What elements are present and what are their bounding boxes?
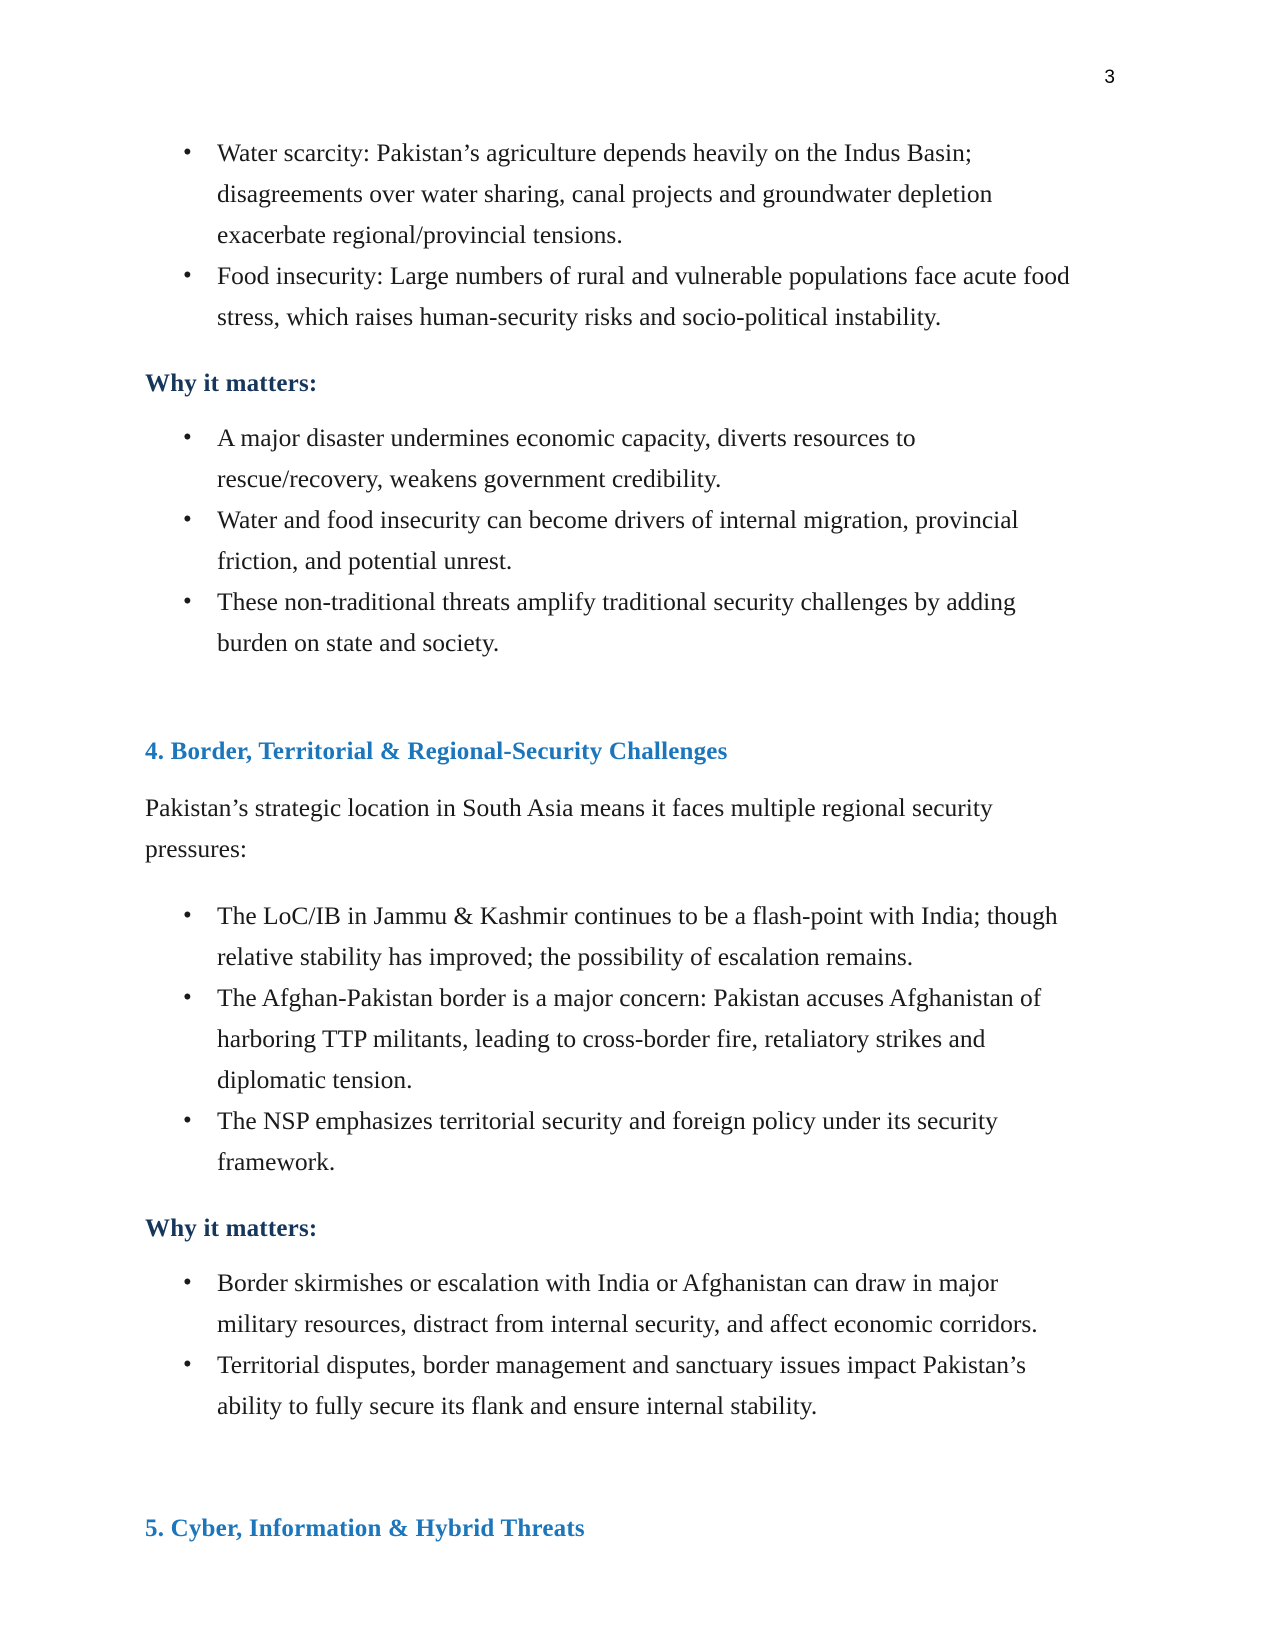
section-heading-5: 5. Cyber, Information & Hybrid Threats — [145, 1515, 585, 1542]
spacer — [145, 663, 1075, 735]
section-4-intro-paragraph: Pakistan’s strategic location in South Asia means it faces multiple regional security pressures: — [145, 793, 993, 863]
top-bullet-list — [145, 132, 1075, 337]
page-content — [145, 132, 1075, 1564]
spacer — [145, 337, 1075, 353]
why-matters-bullet-list-1 — [145, 417, 1075, 663]
list-item: • Territorial disputes, border management and sanctuary issues impact Pakistan’s ability to fully secure its flank and ensure internal stability. — [145, 1344, 1075, 1426]
list-item: • The Afghan-Pakistan border is a major concern: Pakistan accuses Afghanistan of harboring TTP militants, leading to cross-border fire, retaliatory strikes and diplomatic tension. — [145, 977, 1075, 1100]
spacer — [145, 879, 1075, 895]
spacer — [145, 1182, 1075, 1198]
list-item: • The LoC/IB in Jammu & Kashmir continues to be a flash-point with India; though relative stability has improved; the possibility of escalation remains. — [145, 895, 1075, 977]
section-4-bullet-list — [145, 895, 1075, 1182]
list-item: • Border skirmishes or escalation with India or Afghanistan can draw in major military resources, distract from internal security, and affect economic corridors. — [145, 1262, 1075, 1344]
page-number: 3 — [1104, 67, 1115, 88]
list-item: • Food insecurity: Large numbers of rural and vulnerable populations face acute food stress, which raises human-security risks and socio-political instability. — [145, 255, 1075, 337]
list-item: • Water scarcity: Pakistan’s agriculture depends heavily on the Indus Basin; disagreements over water sharing, canal projects and groundwater depletion exacerbate regional/provincial tensions. — [145, 132, 1075, 255]
list-item: • A major disaster undermines economic capacity, diverts resources to rescue/recovery, weakens government credibility. — [145, 417, 1075, 499]
why-it-matters-heading-2: Why it matters: — [145, 1215, 318, 1242]
list-item: • The NSP emphasizes territorial security and foreign policy under its security framework. — [145, 1100, 1075, 1182]
spacer — [145, 1426, 1075, 1512]
list-item: • Water and food insecurity can become drivers of internal migration, provincial friction, and potential unrest. — [145, 499, 1075, 581]
section-heading-4: 4. Border, Territorial & Regional-Security Challenges — [145, 738, 728, 765]
why-matters-bullet-list-2 — [145, 1262, 1075, 1426]
why-it-matters-heading-1: Why it matters: — [145, 370, 318, 397]
list-item: • These non-traditional threats amplify traditional security challenges by adding burden on state and society. — [145, 581, 1075, 663]
